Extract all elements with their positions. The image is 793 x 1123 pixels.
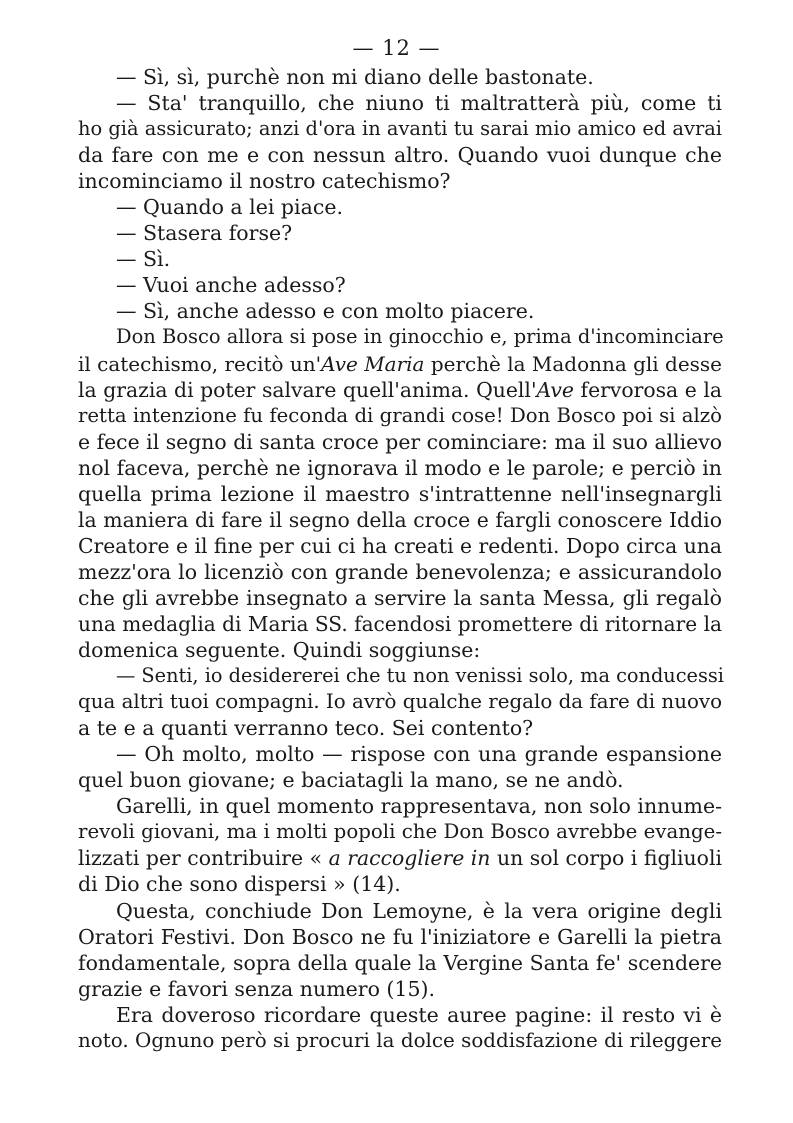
text-line: — Stasera forse? xyxy=(116,221,293,246)
text-line: revoli giovani, ma i molti popoli che Don Bosco avrebbe evange- xyxy=(78,820,722,844)
text-line: di Dio che sono dispersi » (14). xyxy=(78,872,401,897)
text-line xyxy=(78,351,722,377)
text-line: qua altri tuoi compagni. Io avrò qualche regalo da fare di nuovo xyxy=(78,690,723,714)
text-line: Don Bosco allora si pose in ginocchio e, prima d'incominciare xyxy=(116,325,724,349)
text-line: Garelli, in quel momento rappresentava, non solo innume- xyxy=(116,794,722,819)
text-line xyxy=(78,845,722,871)
italic-text: a raccogliere in xyxy=(328,846,491,871)
italic-text: Ave xyxy=(536,377,574,402)
text-line: — Senti, io desidererei che tu non venissi solo, ma conducessi xyxy=(116,664,724,688)
text-line: — Sì, sì, purchè non mi diano delle bastonate. xyxy=(116,65,594,89)
text-line: a te e a quanti verranno teco. Sei contento? xyxy=(78,716,534,741)
page-number: — 12 — xyxy=(352,36,441,60)
text-line: quel buon giovane; e baciatagli la mano, se ne andò. xyxy=(78,768,624,793)
text-line: e fece il segno di santa croce per cominciare: ma il suo allievo xyxy=(78,429,722,454)
text-line: che gli avrebbe insegnato a servire la santa Messa, gli regalò xyxy=(78,585,722,610)
text-line: — Sì, anche adesso e con molto piacere. xyxy=(116,299,535,324)
text-segment: fervorosa e la xyxy=(573,377,722,402)
text-line: grazie e favori senza numero (15). xyxy=(78,976,436,1001)
text-segment: perchè la Madonna gli desse xyxy=(424,351,722,376)
text-line: Creatore e il fine per cui ci ha creati e redenti. Dopo circa una xyxy=(78,533,722,558)
text-line: noto. Ognuno però si procuri la dolce soddisfazione di rileggere xyxy=(78,1028,722,1052)
text-line: fondamentale, sopra della quale la Vergine Santa fe' scendere xyxy=(78,950,722,975)
text-line: ho già assicurato; anzi d'ora in avanti tu sarai mio amico ed avrai xyxy=(78,117,722,141)
text-line: — Sì. xyxy=(116,247,171,272)
text-line: — Quando a lei piace. xyxy=(116,195,343,220)
text-line: incominciamo il nostro catechismo? xyxy=(78,169,451,194)
text-line xyxy=(78,377,722,403)
text-line: — Oh molto, molto — rispose con una grande espansione xyxy=(116,742,722,767)
text-line: una medaglia di Maria SS. facendosi promettere di ritornare la xyxy=(78,611,722,636)
text-line: retta intenzione fu feconda di grandi cose! Don Bosco poi si alzò xyxy=(78,403,722,427)
text-line: la maniera di fare il segno della croce e fargli conoscere Iddio xyxy=(78,507,722,532)
text-segment: un sol corpo i figliuoli xyxy=(490,846,722,871)
text-line: mezz'ora lo licenziò con grande benevolenza; e assicurandolo xyxy=(78,559,722,584)
text-line: — Vuoi anche adesso? xyxy=(116,273,346,298)
text-line: Questa, conchiude Don Lemoyne, è la vera origine degli xyxy=(116,898,722,923)
text-line: quella prima lezione il maestro s'intrattenne nell'insegnargli xyxy=(78,481,722,506)
text-line: nol faceva, perchè ne ignorava il modo e le parole; e perciò in xyxy=(78,455,722,480)
italic-text: Ave Maria xyxy=(321,351,425,376)
text-line: domenica seguente. Quindi soggiunse: xyxy=(78,638,481,663)
text-line: Oratori Festivi. Don Bosco ne fu l'iniziatore e Garelli la pietra xyxy=(78,924,722,949)
text-line: Era doveroso ricordare queste auree pagine: il resto vi è xyxy=(116,1002,722,1027)
text-segment: il catechismo, recitò un' xyxy=(78,351,322,376)
text-line: da fare con me e con nessun altro. Quando vuoi dunque che xyxy=(78,143,722,168)
text-segment: lizzati per contribuire « xyxy=(78,846,329,871)
body-text xyxy=(78,64,722,1054)
text-line: — Sta' tranquillo, che niuno ti maltratterà più, come ti xyxy=(116,91,722,116)
text-segment: la grazia di poter salvare quell'anima. Quell' xyxy=(78,377,537,402)
